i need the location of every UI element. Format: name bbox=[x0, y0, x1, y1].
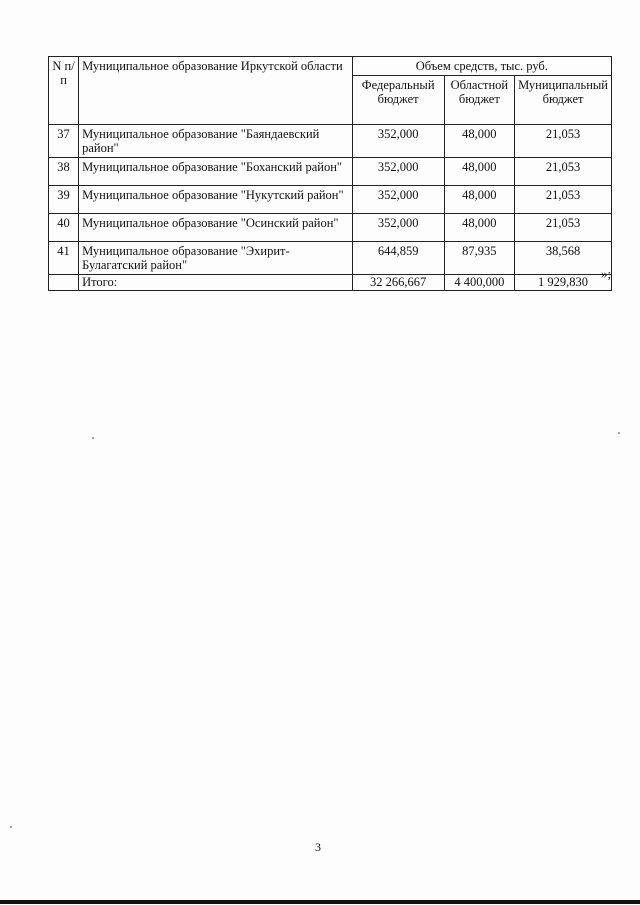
header-funds: Объем средств, тыс. руб. bbox=[352, 57, 611, 76]
row-regional: 48,000 bbox=[444, 125, 514, 158]
row-federal: 352,000 bbox=[352, 186, 444, 214]
row-regional: 48,000 bbox=[444, 214, 514, 242]
row-num: 40 bbox=[49, 214, 79, 242]
row-num: 41 bbox=[49, 242, 79, 275]
row-federal: 352,000 bbox=[352, 158, 444, 186]
row-name: Муниципальное образование "Боханский район" bbox=[79, 158, 353, 186]
row-num: 37 bbox=[49, 125, 79, 158]
scan-speck bbox=[92, 437, 94, 439]
row-federal: 352,000 bbox=[352, 214, 444, 242]
total-regional: 4 400,000 bbox=[444, 275, 514, 291]
table-row bbox=[49, 242, 612, 275]
header-federal: Федеральный бюджет bbox=[352, 76, 444, 125]
row-num: 39 bbox=[49, 186, 79, 214]
total-federal: 32 266,667 bbox=[352, 275, 444, 291]
row-municipal: 21,053 bbox=[515, 214, 612, 242]
scan-speck bbox=[10, 826, 12, 828]
row-municipal: 21,053 bbox=[515, 186, 612, 214]
row-municipal: 21,053 bbox=[515, 125, 612, 158]
header-regional: Областной бюджет bbox=[444, 76, 514, 125]
row-name: Муниципальное образование "Осинский район" bbox=[79, 214, 353, 242]
table-header-row bbox=[49, 57, 612, 76]
row-regional: 48,000 bbox=[444, 158, 514, 186]
table-row bbox=[49, 186, 612, 214]
total-municipal: 1 929,830 bbox=[515, 275, 612, 291]
page-number: 3 bbox=[315, 840, 321, 854]
table-row bbox=[49, 214, 612, 242]
row-federal: 352,000 bbox=[352, 125, 444, 158]
header-municipal: Муниципальный бюджет bbox=[515, 76, 612, 125]
closing-quote-mark: »; bbox=[601, 266, 612, 281]
header-num: N п/п bbox=[49, 57, 79, 125]
budget-table bbox=[48, 56, 612, 291]
total-row bbox=[49, 275, 612, 291]
row-name: Муниципальное образование "Баяндаевский район" bbox=[79, 125, 353, 158]
scan-bottom-edge bbox=[0, 900, 640, 904]
table-row bbox=[49, 125, 612, 158]
row-municipal: 38,568 bbox=[515, 242, 612, 275]
row-regional: 87,935 bbox=[444, 242, 514, 275]
total-label: Итого: bbox=[79, 275, 353, 291]
total-num-cell bbox=[49, 275, 79, 291]
row-regional: 48,000 bbox=[444, 186, 514, 214]
table-row bbox=[49, 158, 612, 186]
header-name: Муниципальное образование Иркутской области bbox=[79, 57, 353, 125]
row-name: Муниципальное образование "Нукутский район" bbox=[79, 186, 353, 214]
row-num: 38 bbox=[49, 158, 79, 186]
row-name: Муниципальное образование "Эхирит-Булагатский район" bbox=[79, 242, 353, 275]
scan-speck bbox=[618, 432, 620, 434]
row-federal: 644,859 bbox=[352, 242, 444, 275]
row-municipal: 21,053 bbox=[515, 158, 612, 186]
